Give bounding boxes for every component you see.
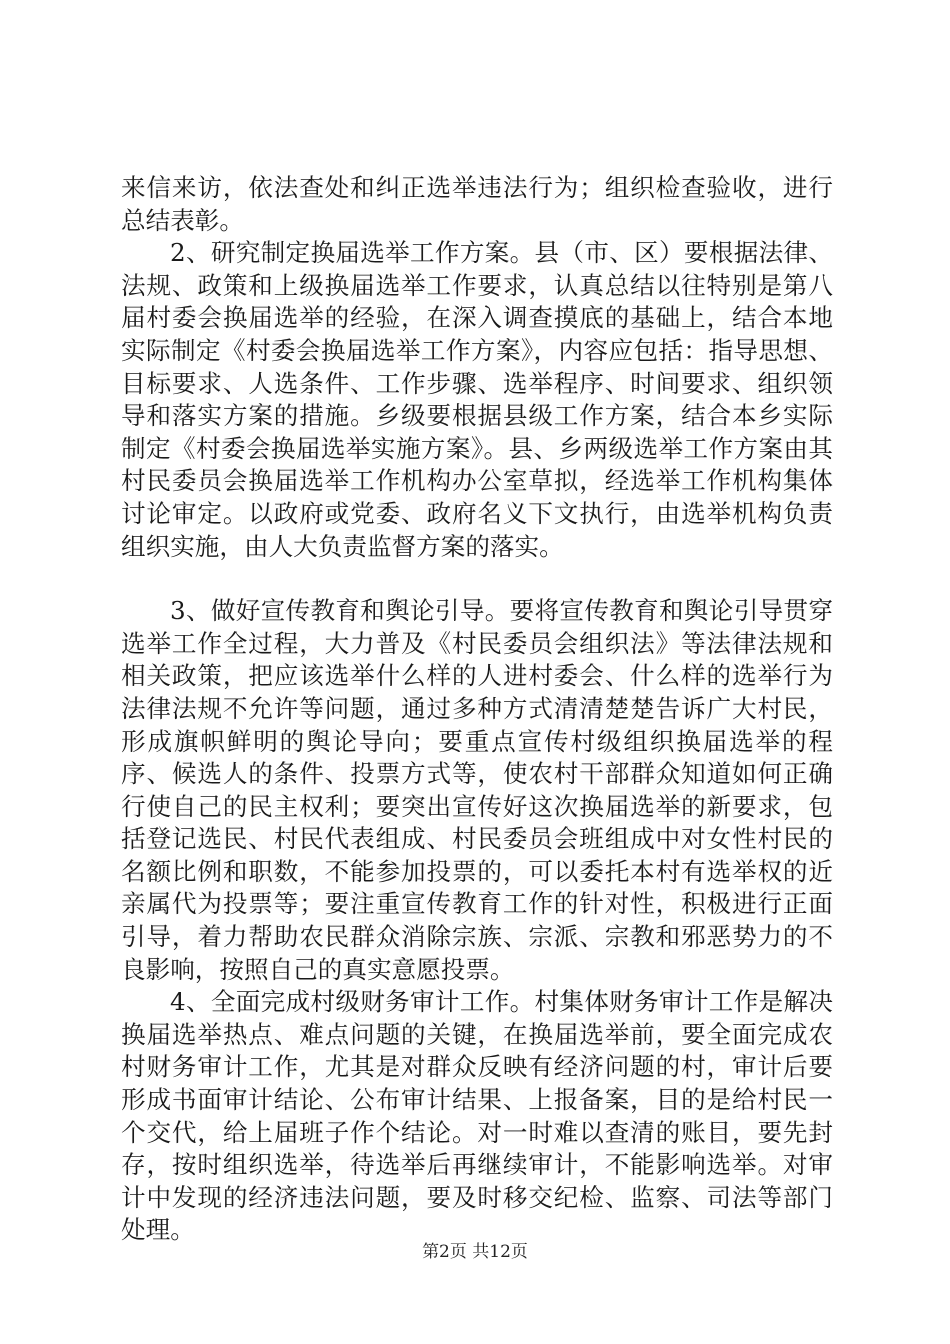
paragraph-gap (121, 563, 833, 595)
paragraph-item-4: 4、全面完成村级财务审计工作。村集体财务审计工作是解决换届选举热点、难点问题的关键，在换届选举前，要全面完成农村财务审计工作，尤其是对群众反映有经济问题的村，审计后要形成书面审计结论、公布审计结果、上报备案，目的是给村民一个交代，给上届班子作个结论。对一时难以查清的账目，要先封存，按时组织选举，待选举后再继续审计，不能影响选举。对审计中发现的经济违法问题，要及时移交纪检、监察、司法等部门处理。 (121, 987, 833, 1245)
document-body (121, 172, 833, 1247)
paragraph-continuation: 来信来访，依法查处和纠正选举违法行为；组织检查验收，进行总结表彰。 (121, 173, 833, 235)
paragraph-item-2: 2、研究制定换届选举工作方案。县（市、区）要根据法律、法规、政策和上级换届选举工作要求，认真总结以往特别是第八届村委会换届选举的经验，在深入调查摸底的基础上，结合本地实际制定《村委会换届选举工作方案》，内容应包括：指导思想、目标要求、人选条件、工作步骤、选举程序、时间要求、组织领导和落实方案的措施。乡级要根据县级工作方案，结合本乡实际制定《村委会换届选举实施方案》。县、乡两级选举工作方案由其村民委员会换届选举工作机构办公室草拟，经选举工作机构集体讨论审定。以政府或党委、政府名义下文执行，由选举机构负责组织实施，由人大负责监督方案的落实。 (121, 238, 833, 561)
page-number-footer: 第2页 共12页 (422, 1242, 528, 1262)
paragraph-item-3: 3、做好宣传教育和舆论引导。要将宣传教育和舆论引导贯穿选举工作全过程，大力普及《村民委员会组织法》等法律法规和相关政策，把应该选举什么样的人进村委会、什么样的选举行为法律法规不允许等问题，通过多种方式清清楚楚告诉广大村民，形成旗帜鲜明的舆论导向；要重点宣传村级组织换届选举的程序、候选人的条件、投票方式等，使农村干部群众知道如何正确行使自己的民主权利；要突出宣传好这次换届选举的新要求，包括登记选民、村民代表组成、村民委员会班组成中对女性村民的名额比例和职数，不能参加投票的，可以委托本村有选举权的近亲属代为投票等；要注重宣传教育工作的针对性，积极进行正面引导，着力帮助农民群众消除宗族、宗派、宗教和邪恶势力的不良影响，按照自己的真实意愿投票。 (121, 596, 833, 984)
